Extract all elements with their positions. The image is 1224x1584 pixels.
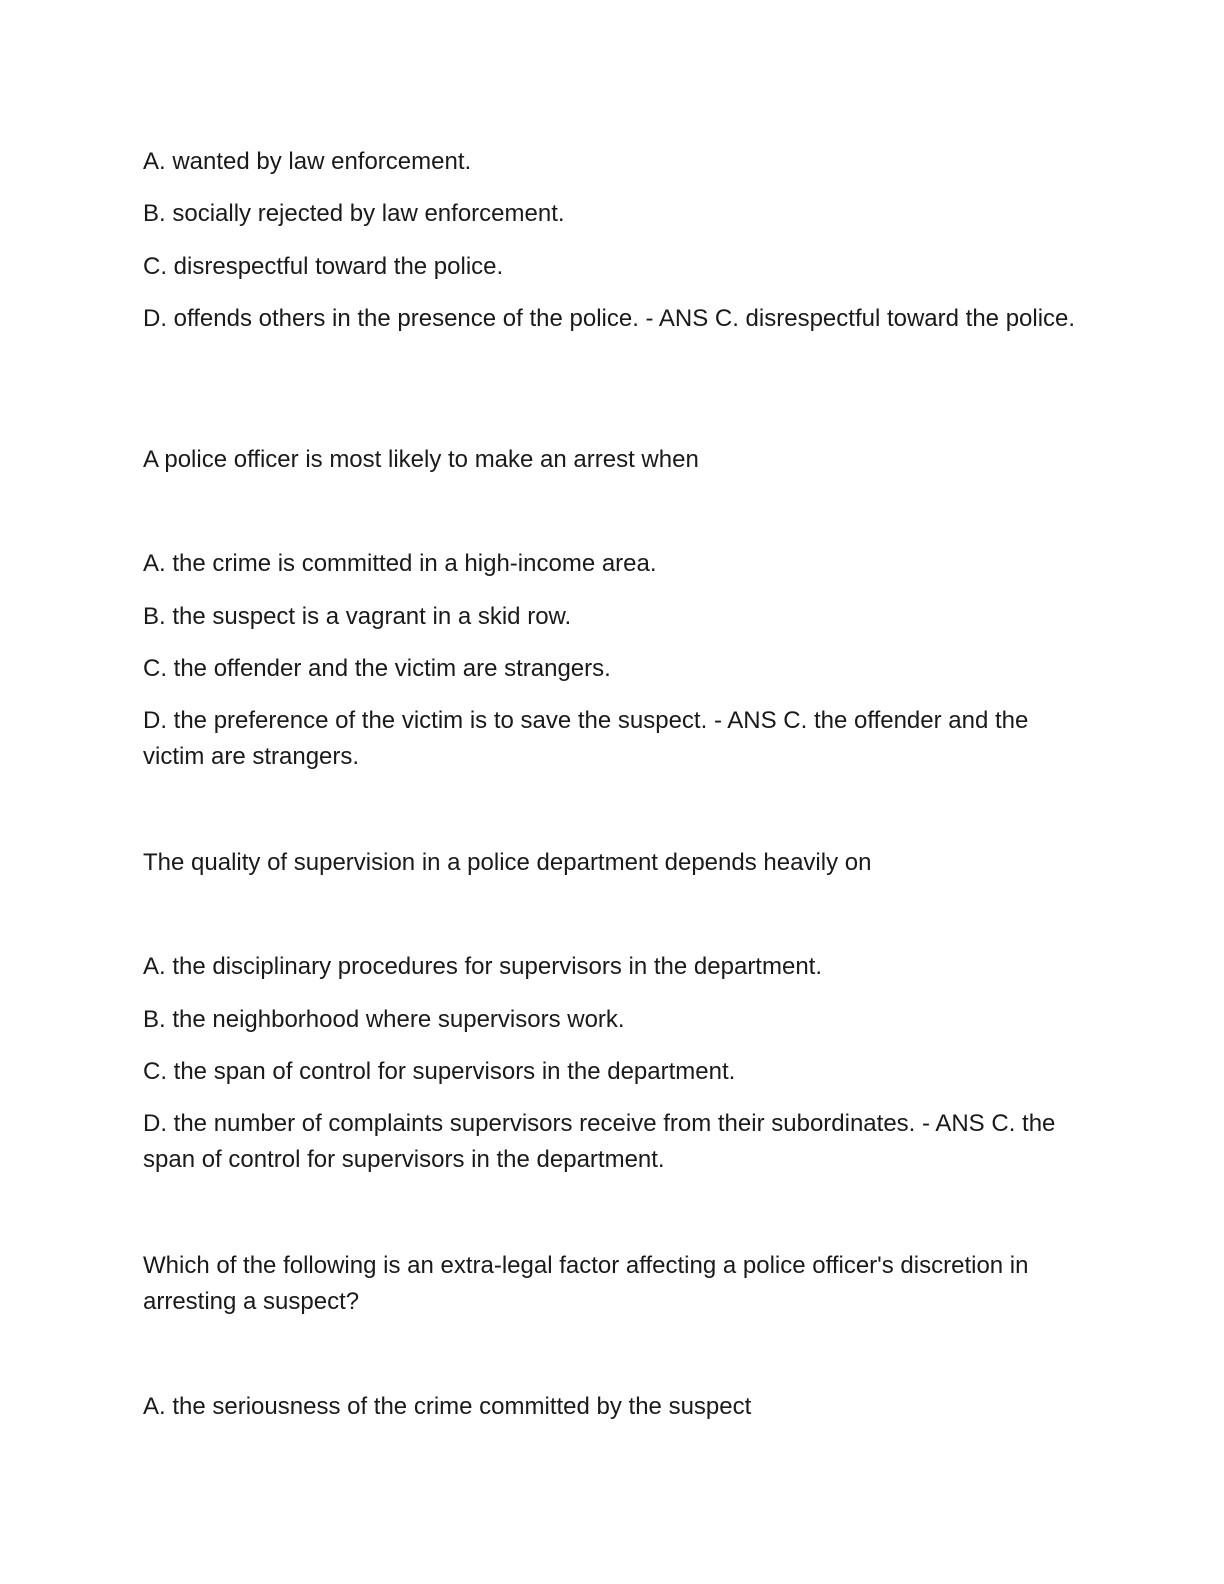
q1-option-c: C. disrespectful toward the police.: [143, 253, 504, 280]
q3-question: The quality of supervision in a police department depends heavily on: [143, 849, 872, 876]
q3-option-c: C. the span of control for supervisors in the department.: [143, 1058, 736, 1085]
q3-option-d-answer: D. the number of complaints supervisors receive from their subordinates. - ANS C. the span of control for supervisors in the department.: [143, 1110, 1056, 1173]
q1-option-a: A. wanted by law enforcement.: [143, 148, 472, 175]
q1-option-b: B. socially rejected by law enforcement.: [143, 200, 565, 227]
q3-option-b: B. the neighborhood where supervisors work.: [143, 1006, 625, 1033]
q2-option-a: A. the crime is committed in a high-income area.: [143, 550, 657, 577]
q4-option-a: A. the seriousness of the crime committed by the suspect: [143, 1393, 752, 1420]
q2-question: A police officer is most likely to make an arrest when: [143, 446, 699, 473]
q2-option-d-answer: D. the preference of the victim is to save the suspect. - ANS C. the offender and the victim are strangers.: [143, 707, 1029, 770]
q1-option-d-answer: D. offends others in the presence of the police. - ANS C. disrespectful toward the police.: [143, 305, 1076, 332]
q4-question: Which of the following is an extra-legal factor affecting a police officer's discretion in arresting a suspect?: [143, 1252, 1029, 1315]
q2-option-b: B. the suspect is a vagrant in a skid row.: [143, 603, 572, 630]
q2-option-c: C. the offender and the victim are strangers.: [143, 655, 611, 682]
q3-option-a: A. the disciplinary procedures for supervisors in the department.: [143, 953, 822, 980]
